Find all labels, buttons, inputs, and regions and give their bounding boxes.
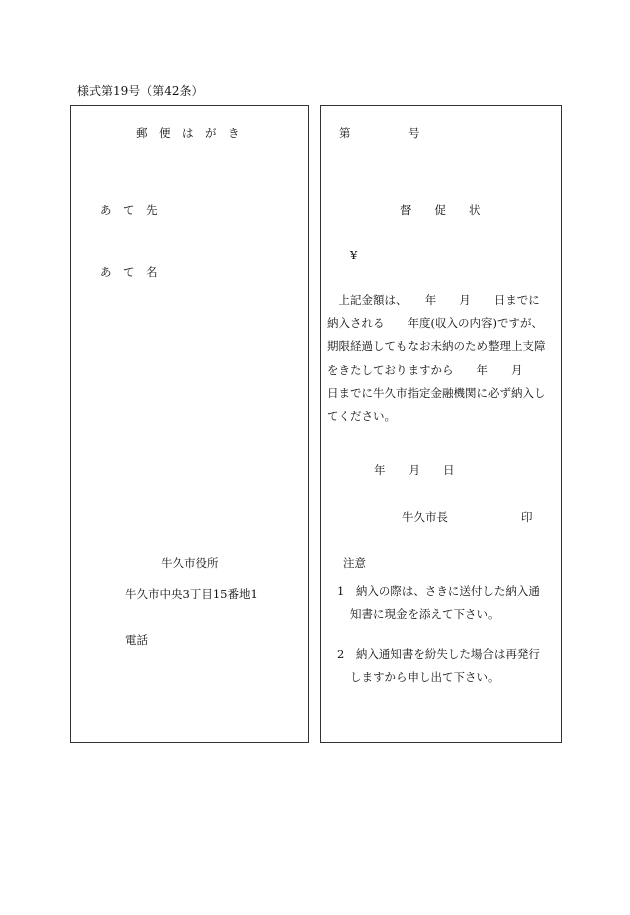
postcard-title: 郵 便 は が き — [136, 126, 240, 140]
note-item — [337, 643, 540, 666]
note-text: 納入通知書を紛失した場合は再発行 — [355, 647, 540, 661]
notice-body-line: てください。 — [327, 409, 396, 424]
notice-body-line: をきたしておりますから 年 月 — [327, 362, 523, 377]
notes-heading: 注意 — [343, 556, 366, 570]
note-text: 納入の際は、さきに送付した納入通 — [355, 584, 540, 598]
note-text-continued: 知書に現金を添えて下さい。 — [350, 607, 500, 621]
phone-label: 電話 — [125, 633, 148, 647]
notice-body-line: 納入される 年度(収入の内容)ですが、 — [327, 316, 543, 331]
recipient-name-label: あ て 名 — [100, 265, 158, 279]
note-number: 1 — [337, 584, 345, 598]
note-item — [337, 580, 540, 603]
issue-date: 年 月 日 — [374, 463, 455, 477]
notice-body-line: 日までに牛久市指定金融機関に必ず納入し — [327, 385, 546, 400]
issuer-name: 牛久市長 — [402, 510, 448, 524]
note-number: 2 — [337, 647, 345, 661]
seal-mark: 印 — [521, 510, 533, 524]
form-number: 様式第19号（第42条） — [77, 84, 204, 98]
notice-body-line: 上記金額は、 年 月 日までに — [327, 293, 540, 307]
notice-title: 督 促 状 — [400, 203, 481, 217]
notice-body-line: 期限経過してもなお未納のため整理上支障 — [327, 339, 546, 354]
postcard-panel — [70, 105, 309, 743]
office-name: 牛久市役所 — [161, 556, 219, 570]
notice-number-label: 第 号 — [339, 126, 420, 140]
notice-body — [327, 289, 559, 428]
address-label: あ て 先 — [100, 203, 158, 217]
office-address: 牛久市中央3丁目15番地1 — [125, 587, 258, 601]
note-text-continued: しますから申し出て下さい。 — [350, 670, 500, 684]
yen-mark: ¥ — [350, 248, 358, 262]
